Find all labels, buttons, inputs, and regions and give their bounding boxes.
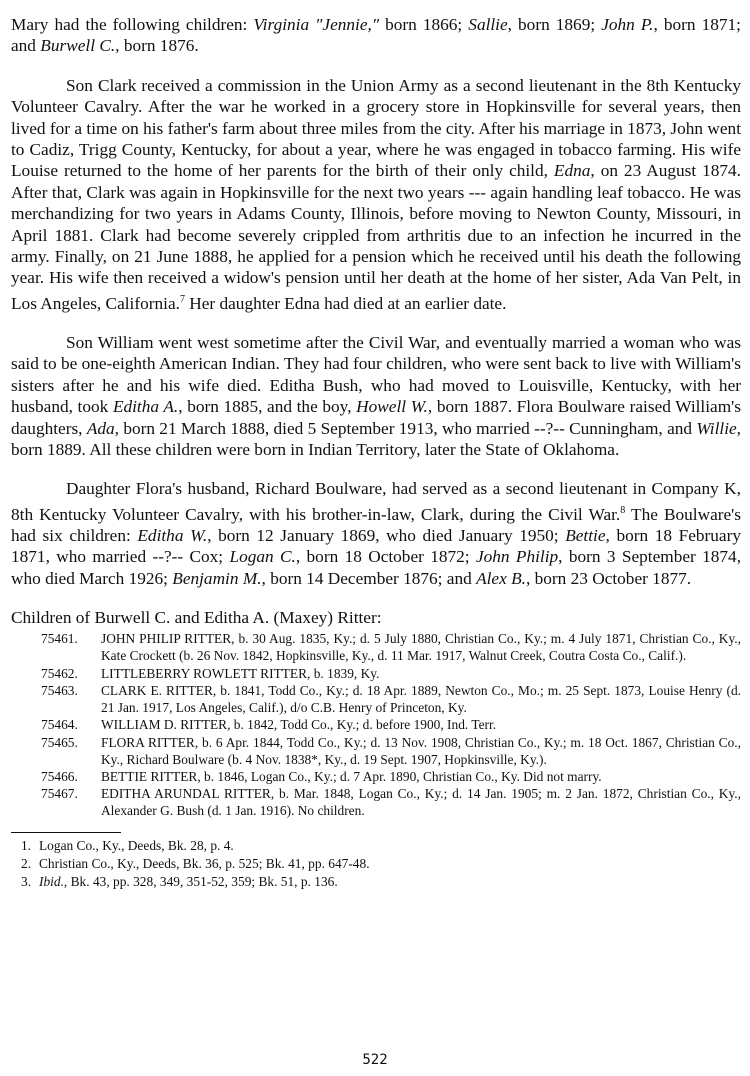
- entry-number-text: 75466.: [41, 768, 78, 784]
- text-run: , born 3 September 1874, who died March 1926;: [11, 547, 742, 588]
- entry-number-text: 75463.: [41, 682, 78, 698]
- entry-text: BETTIE RITTER, b. 1846, Logan Co., Ky.; d. 7 Apr. 1890, Christian Co., Ky. Did not marry.: [101, 768, 602, 784]
- child-entry: [11, 734, 741, 768]
- italic-name: Willie: [696, 418, 737, 438]
- text-run: , born 1889. All these children were born in Indian Territory, later the State of Oklahoma.: [11, 418, 741, 460]
- italic-name: Alex B.: [476, 568, 526, 588]
- italic-name: Logan C.: [229, 547, 296, 567]
- entry-number-text: 75464.: [41, 717, 78, 733]
- text-run: , born 1869;: [507, 15, 602, 34]
- italic-name: Benjamin M.: [172, 568, 262, 588]
- entry-text: EDITHA ARUNDAL RITTER, b. Mar. 1848, Logan Co., Ky.; d. 14 Jan. 1905; m. 2 Jan. 1872, Christian Co., Ky., Alexander G. Bush (d. 1 Jan. 1916). No children.: [101, 786, 741, 819]
- page-number: 522: [362, 1052, 388, 1068]
- entry-text: FLORA RITTER, b. 6 Apr. 1844, Todd Co., Ky.; d. 13 Nov. 1908, Christian Co., Ky.; m. 18 Oct. 1867, Christian Co., Ky., Richard Boulware (b. 4 Nov. 1838*, Ky., d. 19 Sept. 1907, Hopkinsville, Ky.).: [101, 734, 741, 767]
- italic-name: Ada: [86, 418, 115, 438]
- children-list: [11, 630, 741, 819]
- child-entry: [11, 768, 741, 785]
- footnote-ref: 7: [179, 293, 185, 305]
- footnote: [21, 873, 741, 891]
- footnote-ref: 8: [620, 504, 626, 516]
- entry-text: JOHN PHILIP RITTER, b. 30 Aug. 1835, Ky.; d. 5 July 1880, Christian Co., Ky.; m. 4 July 1871, Christian Co., Ky., Kate Crockett (b. 26 Nov. 1842, Hopkinsville, Ky., d. 11 Mar. 1917, Walnut Creek, Coutra Costa Co., Calif.).: [101, 631, 741, 664]
- entry-text: CLARK E. RITTER, b. 1841, Todd Co., Ky.; d. 18 Apr. 1889, Newton Co., Mo.; m. 25 Sept. 1873, Louise Henry (d. 21 Jan. 1917, Los Angeles, Calif.), d/o C.B. Henry of Princeton, Ky.: [101, 682, 741, 716]
- paragraph: [11, 75, 741, 314]
- entry-number: [11, 716, 101, 733]
- paragraph: [11, 14, 741, 57]
- footnote-divider: [11, 832, 121, 833]
- text-run: Logan Co., Ky., Deeds, Bk. 28, p. 4.: [39, 837, 234, 853]
- child-entry: [11, 682, 741, 716]
- text-run: Son Clark received a commission in the Union Army as a second lieutenant in the 8th Kentucky Volunteer Cavalry. After the war he worked in a grocery store in Hopkinsville for several years, then lived for a time on his father's farm about three miles from the city. After his marriage in 1873, John went to Cadiz, Trigg County, Kentucky, for about a year, where he was engaged in tobacco farming. His wife Louise returned to the home of her parents for the birth of their only child,: [11, 75, 741, 181]
- paragraph: [11, 332, 741, 460]
- text-run: , born 1885, and the boy,: [178, 397, 357, 417]
- italic-name: Bettie: [565, 526, 606, 546]
- italic-name: John Philip: [475, 547, 559, 567]
- italic-name: Editha W.: [137, 526, 208, 546]
- entry-number-text: 75461.: [41, 631, 78, 647]
- child-entry: [11, 665, 741, 682]
- footnotes: [11, 837, 741, 891]
- entry-number: [11, 768, 101, 785]
- text-run: Daughter Flora's husband, Richard Boulware, had served as a second lieutenant in Company K, 8th Kentucky Volunteer Cavalry, with his brother-in-law, Clark, during the Civil War.: [11, 479, 741, 524]
- italic-name: Edna: [553, 161, 591, 181]
- child-entry: [11, 630, 741, 664]
- text-run: , born 21 March 1888, died 5 September 1913, who married --?-- Cunningham, and: [114, 418, 697, 438]
- child-entry: [11, 785, 741, 819]
- text-run: Son William went west sometime after the Civil War, and eventually married a woman who was said to be one-eighth American Indian. They had four children, who were sent back to live with William's sisters after he and his wife died. Editha Bush, who had moved to Louisville, Kentucky, with her husband, took: [11, 333, 741, 417]
- entry-text: WILLIAM D. RITTER, b. 1842, Todd Co., Ky.; d. before 1900, Ind. Terr.: [101, 717, 497, 733]
- entry-number-text: 75462.: [41, 665, 78, 681]
- text-run: , born 1876.: [115, 36, 199, 56]
- text-run: , born 1887. Flora Boulware raised William's daughters,: [11, 397, 741, 438]
- text-run: , on 23 August 1874. After that, Clark was again in Hopkinsville for the next two years --- again handling leaf tobacco. He was merchandizing for two years in Adams County, Illinois, before moving to Newton County, Missouri, in April 1881. Clark had become severely crippled from arthritis due to an infection he incurred in the army. Finally, on 21 June 1888, he applied for a pension which he received until his death the following year. His wife then received a widow's pension until her death at the home of her sister, Ada Van Pelt, in Los Angeles, California.: [11, 161, 741, 313]
- italic-name: Virginia "Jennie,": [253, 15, 380, 34]
- italic-name: Burwell C.: [40, 36, 116, 56]
- italic-name: Editha A.: [112, 397, 179, 417]
- text-run: , born 12 January 1869, who died January 1950;: [207, 526, 566, 546]
- child-entry: [11, 716, 741, 733]
- children-heading: Children of Burwell C. and Editha A. (Maxey) Ritter:: [11, 608, 382, 628]
- entry-number: [11, 785, 101, 819]
- footnote-number: 3.: [21, 873, 32, 889]
- entry-number-text: 75467.: [41, 786, 78, 802]
- footnote-number: 2.: [21, 855, 32, 871]
- footnote: [21, 855, 741, 873]
- document-page: [11, 14, 741, 891]
- text-run: Her daughter Edna had died at an earlier date.: [184, 293, 507, 313]
- paragraph: [11, 478, 741, 589]
- body-text: [11, 14, 741, 589]
- text-run: Mary had the following children:: [11, 15, 254, 34]
- italic-name: Sallie: [468, 15, 508, 34]
- italic-name: Howell W.: [356, 397, 428, 417]
- entry-number: [11, 630, 101, 664]
- text-run: Christian Co., Ky., Deeds, Bk. 36, p. 525; Bk. 41, pp. 647-48.: [39, 855, 370, 871]
- italic-name: Ibid.: [39, 873, 64, 889]
- footnote: [21, 837, 741, 855]
- text-run: born 1866;: [379, 15, 469, 34]
- entry-number: [11, 665, 101, 682]
- italic-name: John P.: [601, 15, 654, 34]
- text-run: , born 23 October 1877.: [525, 568, 692, 588]
- text-run: The Boulware's had six children:: [11, 504, 742, 546]
- text-run: , born 18 October 1872;: [295, 547, 476, 567]
- text-run: , born 18 February 1871, who married --?-- Cox;: [11, 526, 741, 567]
- text-run: , born 1871; and: [11, 15, 741, 56]
- entry-text: LITTLEBERRY ROWLETT RITTER, b. 1839, Ky.: [101, 665, 380, 681]
- entry-number: [11, 682, 101, 716]
- text-run: , born 14 December 1876; and: [261, 568, 477, 588]
- footnote-number: 1.: [21, 837, 32, 853]
- entry-number-text: 75465.: [41, 734, 78, 750]
- text-run: , Bk. 43, pp. 328, 349, 351-52, 359; Bk. 51, p. 136.: [63, 873, 338, 889]
- entry-number: [11, 734, 101, 768]
